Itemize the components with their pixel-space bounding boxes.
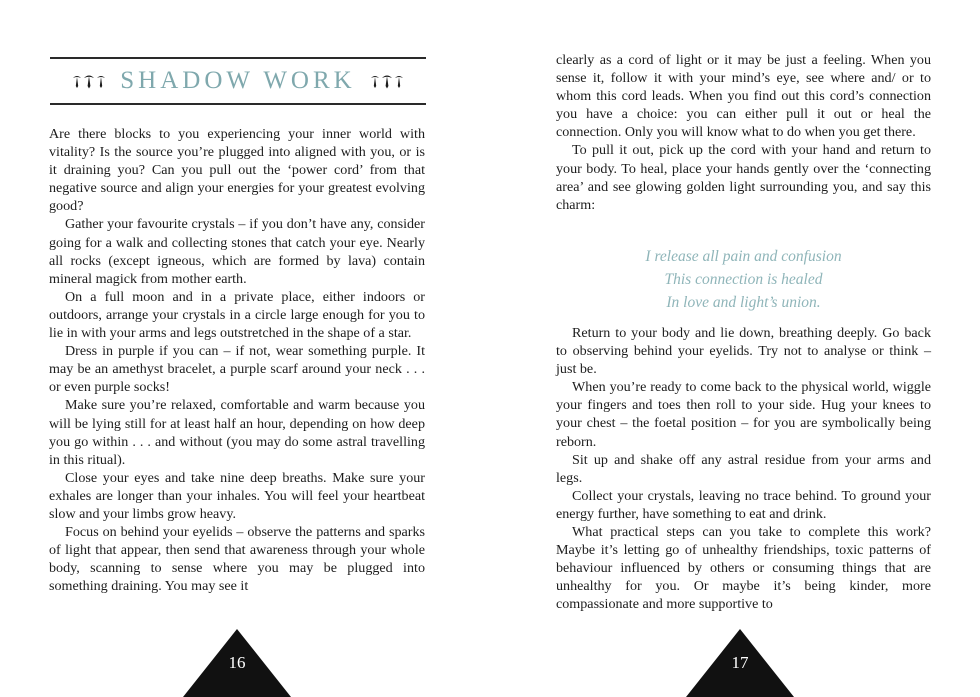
paragraph: Are there blocks to you experiencing your inner world with vitality? Is the source you’re plugged into aligned with you, or is it draining you? Can you pull out the ‘power cord’ from that negative source and align your energies for your greatest evolving good? [49,126,425,215]
paragraph: On a full moon and in a private place, either indoors or outdoors, arrange your crystals in a circle large enough for you to lie in with your arms and legs outstretched in the shape of a star. [49,288,425,342]
charm-line: In love and light’s union. [666,294,821,311]
paragraph: Close your eyes and take nine deep breaths. Make sure your exhales are longer than your inhales. You will feel your heartbeat slow and your limbs grow heavy. [49,469,425,522]
right-body-text-top [556,51,931,214]
paragraph: To pull it out, pick up the cord with your hand and return to your body. To heal, place your hands gently over the ‘connecting area’ and see glowing golden light surrounding you, and say this charm: [556,142,931,213]
page-number-tab-left [183,629,291,697]
ornament-right-icon [370,72,404,90]
ornament-left-icon [72,72,106,90]
paragraph: When you’re ready to come back to the physical world, wiggle your fingers and toes then roll to your side. Hug your knees to your chest – the foetal position – for you are symbolically being reborn. [556,379,931,450]
header-rule-bottom [50,103,426,105]
left-body-text [49,125,425,595]
paragraph: What practical steps can you take to complete this work? Maybe it’s letting go of unhealthy friendships, toxic patterns of behaviour influenced by others or consuming things that are unhealthy for you. Or maybe it’s being kinder, more compassionate and more supportive to [556,524,931,613]
paragraph: Gather your favourite crystals – if you don’t have any, consider going for a walk and collecting stones that catch your eye. Nearly all rocks (except igneous, which are formed by lava) contain mineral magick from mother earth. [49,216,425,287]
charm-line: I release all pain and confusion [645,248,842,265]
page-number: 17 [731,653,749,672]
charm-verse [556,245,931,314]
chapter-title: SHADOW WORK [120,67,356,94]
right-body-text-bottom [556,324,931,614]
paragraph: Collect your crystals, leaving no trace behind. To ground your energy further, have something to eat and drink. [556,487,931,522]
paragraph: Focus on behind your eyelids – observe the patterns and sparks of light that appear, then send that awareness through your whole body, scanning to sense where you may be plugged into something draining. You may see it [49,524,425,595]
charm-line: This connection is healed [664,271,823,288]
chapter-header [50,62,426,100]
paragraph: Dress in purple if you can – if not, wear something purple. It may be an amethyst bracelet, a purple scarf around your neck . . . or even purple socks! [49,343,425,396]
page-number-tab-right [686,629,794,697]
paragraph: clearly as a cord of light or it may be just a feeling. When you sense it, follow it with your mind’s eye, see where and/ or to whom this cord leads. When you find out this cord’s connection you have a choice: you can either pull it out or heal the connection. Only you will know what to do when you get there. [556,52,931,141]
header-rule-top [50,57,426,59]
page-number: 16 [228,653,246,672]
paragraph: Make sure you’re relaxed, comfortable and warm because you will be lying still for at least half an hour, depending on how deep you go within . . . and without (you may do some astral travelling in this ritual). [49,397,425,468]
paragraph: Return to your body and lie down, breathing deeply. Go back to observing behind your eyelids. Try not to analyse or think – just be. [556,325,931,378]
paragraph: Sit up and shake off any astral residue from your arms and legs. [556,451,931,486]
